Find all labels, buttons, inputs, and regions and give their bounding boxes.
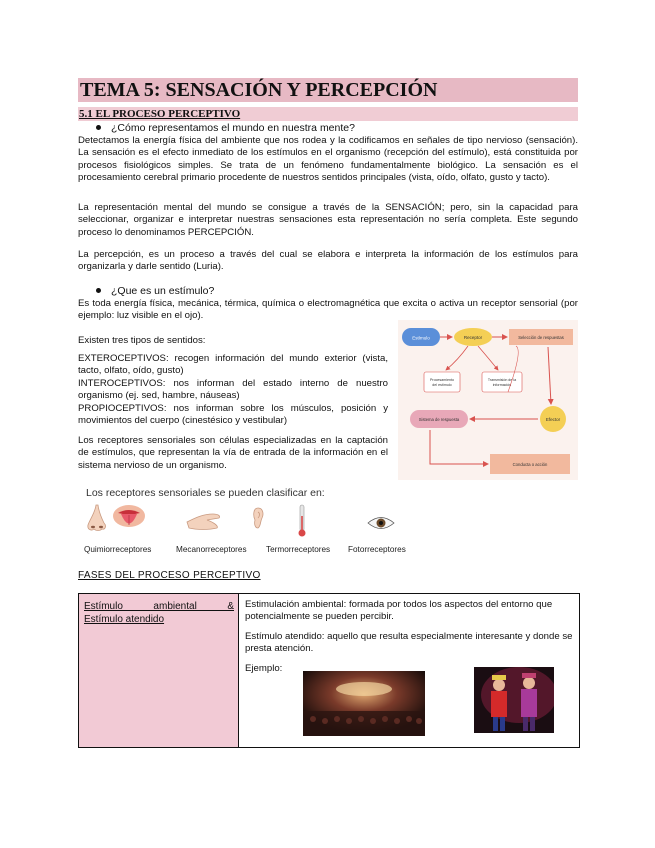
table-right-cell bbox=[245, 599, 575, 675]
paragraph-receptores: Los receptores sensoriales son células especializadas en la captación de estímulos, que representan la vía de entrada de la información en el sistema nervioso de un organismo. bbox=[78, 435, 388, 471]
paragraph-sensacion: Detectamos la energía física del ambiente que nos rodea y la codificamos en señales de tipo nervioso (sensación). La sensación es el efecto inmediato de los estímulos en el organismo (recepción del estímulo), está constituida por procesos fisiológicos simples. Se trata de un fenómeno fundamentalmente biológico. La sensación es el procesamiento cerebral primario procedente de nuestros sentidos principales (vista, oído, olfato, gusto y tacto). bbox=[78, 135, 578, 184]
fases-table bbox=[78, 593, 580, 748]
node-procesamiento bbox=[424, 372, 460, 392]
node-transmision-label: Transmisión de la bbox=[487, 378, 517, 382]
paragraph-tipos-sentidos: Existen tres tipos de sentidos: bbox=[78, 335, 206, 346]
receptores-title: Los receptores sensoriales se pueden clasificar en: bbox=[86, 487, 325, 499]
bullet-icon bbox=[96, 125, 101, 130]
node-procesamiento-label: Procesamiento bbox=[430, 378, 454, 382]
hand-icon bbox=[185, 508, 225, 532]
thermometer-icon bbox=[297, 504, 307, 538]
label-termorreceptores: Termorreceptores bbox=[266, 545, 331, 554]
node-sistema-label: Sistema de respuesta bbox=[418, 417, 460, 422]
left-cell-line-2: Estímulo atendido bbox=[84, 614, 165, 625]
left-cell-line-1: Estímulo ambiental & bbox=[84, 601, 234, 612]
estimulo-atendido-text: Estímulo atendido: aquello que resulta especialmente interesante y donde se presta atención. bbox=[245, 630, 573, 655]
nose-icon bbox=[84, 503, 110, 533]
page-title: TEMA 5: SENSACIÓN Y PERCEPCIÓN bbox=[78, 78, 578, 102]
question-text: ¿Cómo representamos el mundo en nuestra mente? bbox=[111, 122, 355, 134]
node-transmision bbox=[482, 372, 522, 392]
diagram-svg bbox=[398, 320, 578, 480]
node-procesamiento-label-2: del estímulo bbox=[432, 383, 452, 387]
paragraph-interoceptivos: INTEROCEPTIVOS: nos informan del estado interno de nuestro organismo (ej. sed, hambre, náuseas) bbox=[78, 378, 388, 402]
ejemplo-label: Ejemplo: bbox=[245, 662, 283, 674]
perception-process-diagram bbox=[398, 320, 578, 480]
paragraph-representacion: La representación mental del mundo se consigue a través de la SENSACIÓN; pero, sin la capacidad para seleccionar, organizar e interpretar nuestras sensaciones esta representación no sería completa. Este segundo proceso lo denominamos PERCEPCIÓN. bbox=[78, 202, 578, 238]
ear-icon bbox=[251, 506, 265, 530]
estimulacion-ambiental-text: Estimulación ambiental: formada por todos los aspectos del entorno que potencialmente se pueden percibir. bbox=[245, 599, 553, 623]
paragraph-propioceptivos: PROPIOCEPTIVOS: nos informan sobre los músculos, posición y movimientos del cuerpo (cinestésico y vestibular) bbox=[78, 403, 388, 427]
bullet-icon bbox=[96, 288, 101, 293]
question-bullet-1 bbox=[96, 122, 355, 135]
paragraph-estimulo: Es toda energía física, mecánica, térmica, química o electromagnética que excita o activa un receptor sensorial (por ejemplo: luz visible en el ojo). bbox=[78, 298, 578, 322]
question-text: ¿Que es un estímulo? bbox=[111, 285, 215, 297]
question-bullet-2 bbox=[96, 285, 214, 298]
node-estimulo-label: Estímulo bbox=[412, 335, 430, 341]
table-left-cell bbox=[79, 594, 239, 747]
label-quimiorreceptores: Quimiorreceptores bbox=[84, 545, 152, 554]
section-heading: 5.1 EL PROCESO PERCEPTIVO bbox=[78, 107, 578, 121]
node-efector-label: Efector bbox=[545, 417, 561, 422]
fases-title: FASES DEL PROCESO PERCEPTIVO bbox=[78, 570, 261, 581]
node-receptor-label: Receptor bbox=[463, 335, 483, 340]
paragraph-exteroceptivos: EXTEROCEPTIVOS: recogen información del mundo exterior (vista, tacto, olfato, oído, gusto) bbox=[78, 353, 388, 377]
node-conducta-label: Conducta o acción bbox=[512, 462, 548, 467]
theater-photo bbox=[303, 671, 425, 736]
node-seleccion-label: Selección de respuestas bbox=[518, 335, 564, 340]
label-fotorreceptores: Fotorreceptores bbox=[348, 545, 406, 554]
tongue-icon bbox=[112, 503, 146, 533]
performers-photo bbox=[474, 667, 554, 733]
eye-icon bbox=[367, 515, 395, 531]
node-transmision-label-2: información bbox=[492, 383, 512, 387]
paragraph-percepcion: La percepción, es un proceso a través del cual se elabora e interpreta la información de los estímulos para organizarla y darle sentido (Luria). bbox=[78, 249, 578, 273]
label-mecanorreceptores: Mecanorreceptores bbox=[176, 545, 247, 554]
